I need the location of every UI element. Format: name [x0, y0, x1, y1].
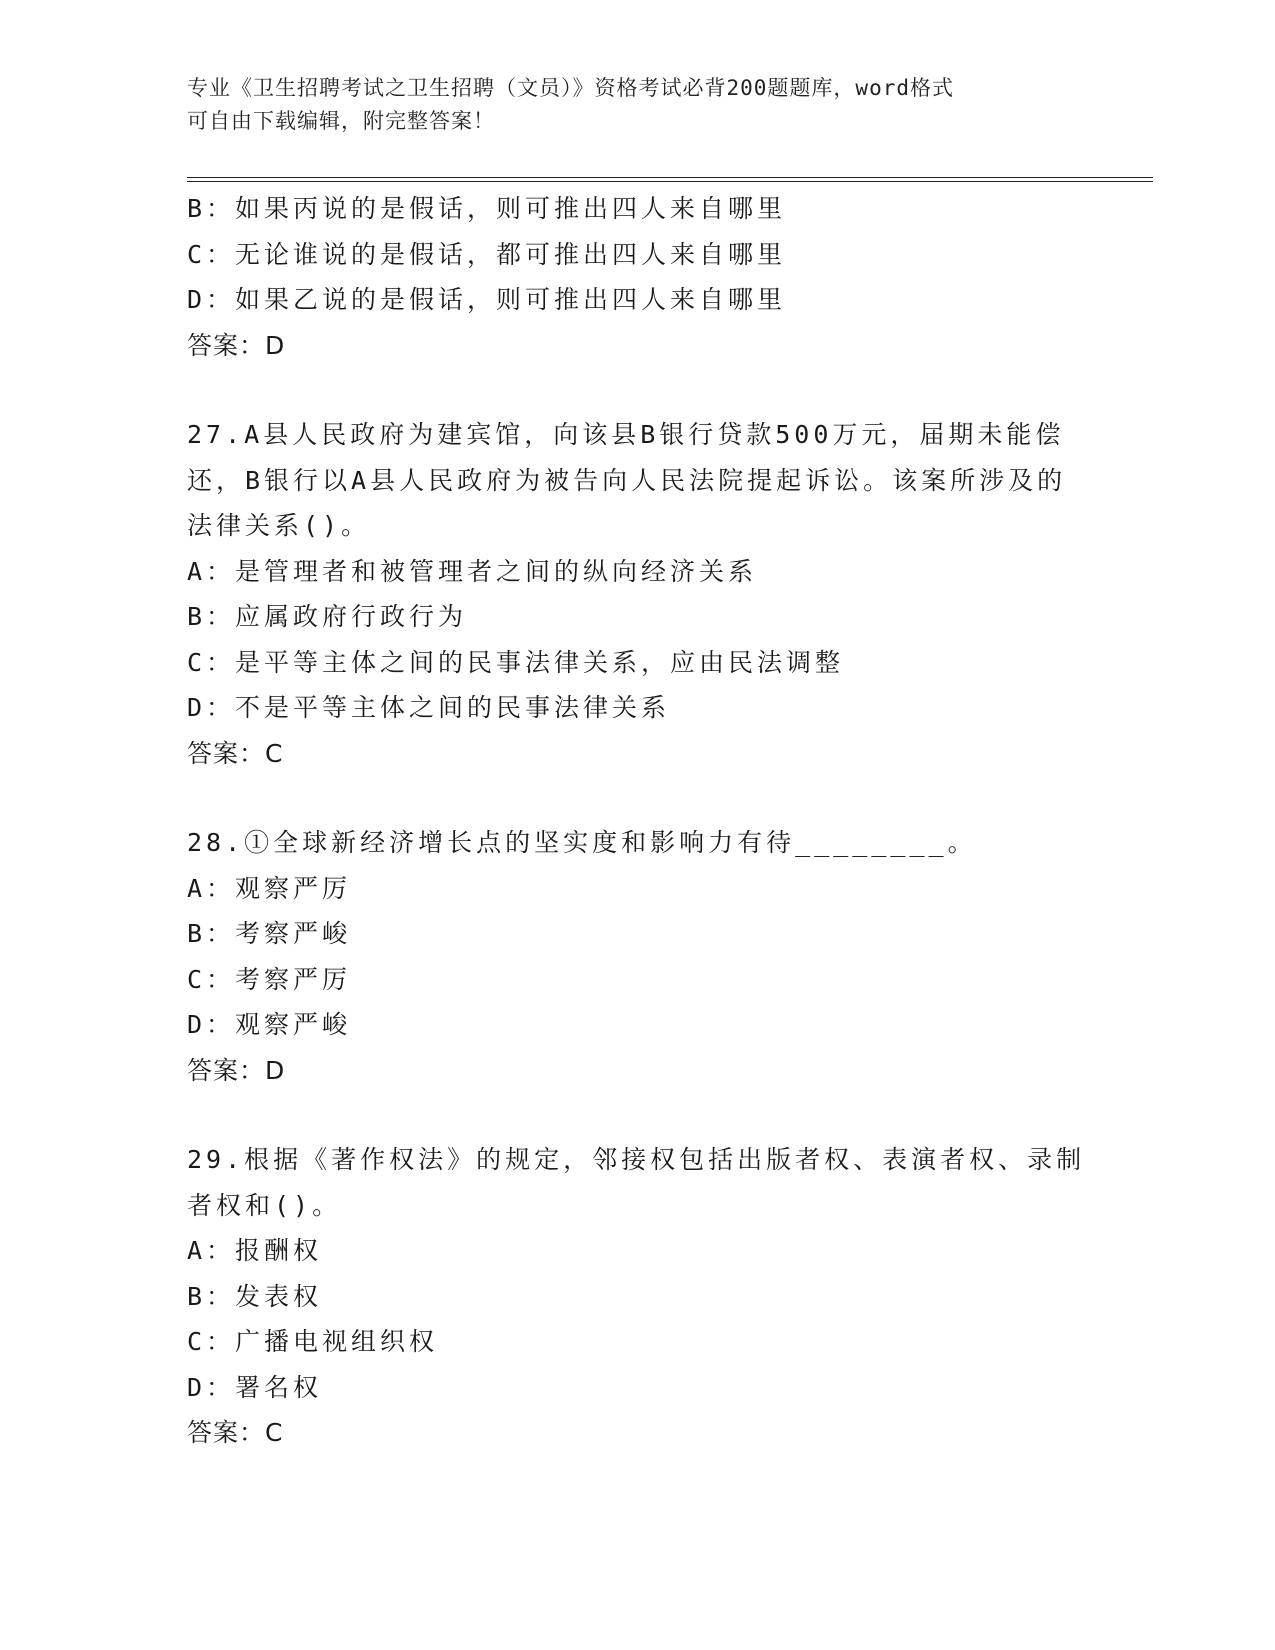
question-stem-line: 法律关系()。	[187, 511, 371, 540]
header-title-line-1: 专业《卫生招聘考试之卫生招聘（文员）》资格考试必背200题题库，word格式	[187, 76, 954, 100]
option-a: A：是管理者和被管理者之间的纵向经济关系	[187, 556, 758, 586]
option-d: D：署名权	[187, 1372, 323, 1402]
option-d: D：不是平等主体之间的民事法律关系	[187, 693, 671, 722]
document-body	[187, 186, 1087, 1456]
option-a: A：报酬权	[187, 1236, 323, 1265]
header-double-rule	[187, 177, 1153, 182]
question-stem-line: 还，B银行以A县人民政府为被告向人民法院提起诉讼。该案所涉及的	[187, 465, 1067, 495]
question-28	[187, 820, 1087, 1093]
question-stem-line: 28.①全球新经济增长点的坚实度和影响力有待________。	[187, 828, 977, 857]
option-c: C：广播电视组织权	[187, 1327, 439, 1356]
option-b: B：发表权	[187, 1281, 323, 1311]
question-stem-line: 者权和()。	[187, 1190, 342, 1220]
question-stem-line: 27.A县人民政府为建宾馆，向该县B银行贷款500万元，届期未能偿	[187, 420, 1065, 449]
question-29	[187, 1137, 1087, 1456]
option-c: C：是平等主体之间的民事法律关系，应由民法调整	[187, 647, 845, 677]
option-a: A：观察严厉	[187, 873, 352, 903]
answer-line: 答案：C	[187, 1418, 284, 1447]
option-b: B：考察严峻	[187, 919, 352, 948]
option-b: B：应属政府行政行为	[187, 602, 468, 631]
continued-question	[187, 186, 1087, 368]
question-27	[187, 412, 1087, 776]
answer-line: 答案：D	[187, 330, 286, 360]
answer-line: 答案：C	[187, 738, 284, 768]
option-c: C：无论谁说的是假话，都可推出四人来自哪里	[187, 239, 787, 269]
question-stem-line: 29.根据《著作权法》的规定，邻接权包括出版者权、表演者权、录制	[187, 1145, 1086, 1174]
option-d: D：观察严峻	[187, 1010, 352, 1039]
page-header	[187, 72, 1067, 138]
option-c: C：考察严厉	[187, 964, 352, 994]
answer-line: 答案：D	[187, 1055, 286, 1085]
option-b: B：如果丙说的是假话，则可推出四人来自哪里	[187, 194, 787, 223]
option-d: D：如果乙说的是假话，则可推出四人来自哪里	[187, 285, 787, 314]
header-title-line-2: 可自由下载编辑，附完整答案！	[187, 109, 495, 133]
